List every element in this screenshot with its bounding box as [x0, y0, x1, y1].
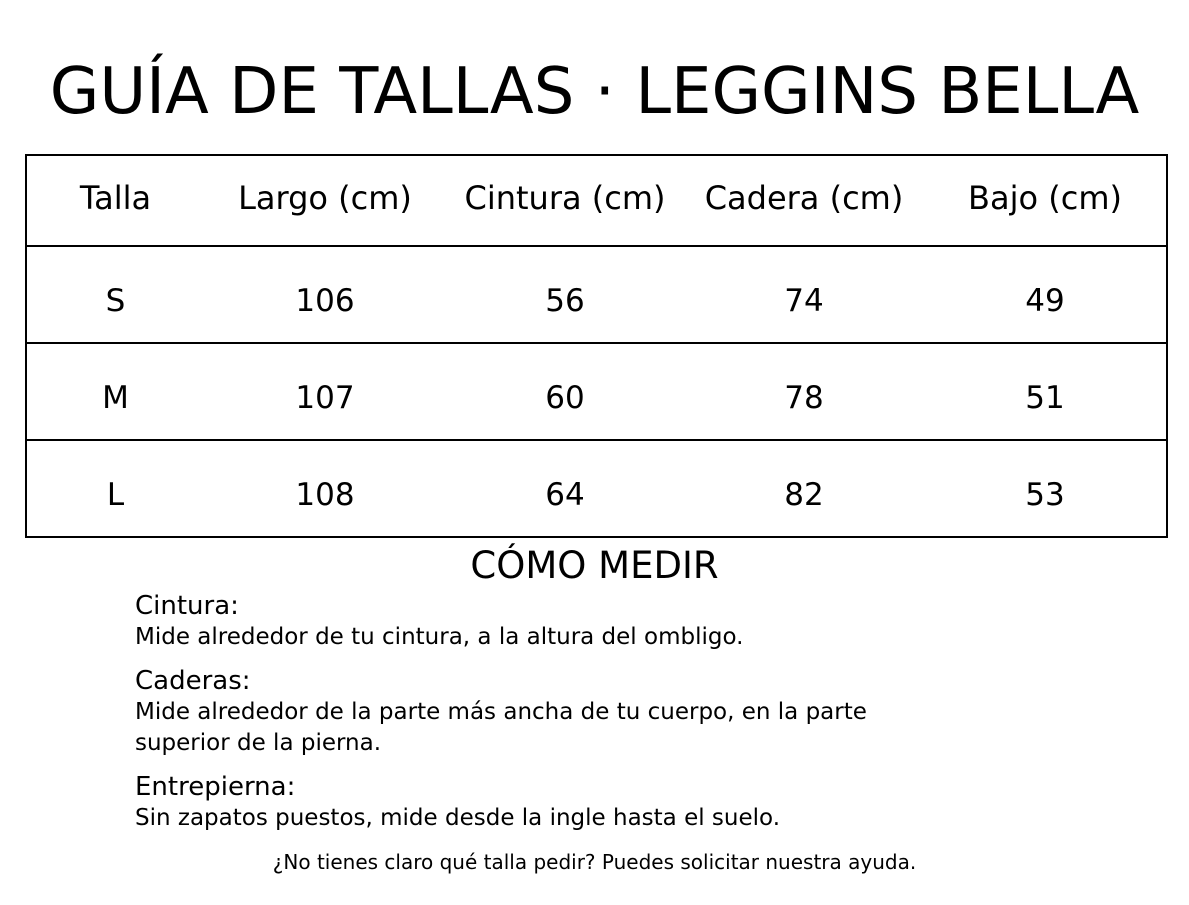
cell-talla: M — [26, 343, 204, 440]
measure-text: Sin zapatos puestos, mide desde la ingle hasta el suelo. — [135, 805, 780, 831]
measure-label: Entrepierna: — [135, 772, 296, 802]
header-largo: Largo (cm) — [204, 155, 446, 246]
cell-cadera: 78 — [684, 343, 924, 440]
measure-text: Mide alrededor de tu cintura, a la altura del ombligo. — [135, 624, 744, 650]
cell-talla: S — [26, 246, 204, 343]
measure-item-entrepierna — [135, 771, 955, 834]
measure-label: Cintura: — [135, 591, 239, 621]
table-row — [26, 343, 1167, 440]
cell-largo: 107 — [204, 343, 446, 440]
how-to-measure-list — [135, 590, 955, 846]
header-cintura: Cintura (cm) — [446, 155, 684, 246]
measure-label: Caderas: — [135, 666, 251, 696]
cell-cadera: 74 — [684, 246, 924, 343]
cell-cintura: 56 — [446, 246, 684, 343]
table-header-row — [26, 155, 1167, 246]
measure-item-cintura — [135, 590, 955, 653]
measure-item-caderas — [135, 665, 955, 759]
cell-largo: 108 — [295, 476, 355, 513]
table-row — [26, 246, 1167, 343]
cell-cintura: 60 — [446, 343, 684, 440]
cell-bajo: 53 — [1025, 476, 1065, 513]
size-table — [25, 154, 1168, 538]
table-row — [26, 440, 1167, 537]
cell-largo: 106 — [204, 246, 446, 343]
cell-talla: L — [106, 476, 125, 513]
cell-cadera: 82 — [784, 476, 824, 513]
header-talla: Talla — [26, 155, 204, 246]
measure-text: Mide alrededor de la parte más ancha de tu cuerpo, en la parte superior de la pierna. — [135, 699, 867, 756]
help-note: ¿No tienes claro qué talla pedir? Puedes solicitar nuestra ayuda. — [272, 850, 917, 874]
cell-bajo: 49 — [924, 246, 1167, 343]
how-to-measure-title: CÓMO MEDIR — [470, 544, 719, 587]
header-cadera: Cadera (cm) — [684, 155, 924, 246]
page-title: GUÍA DE TALLAS · LEGGINS BELLA — [49, 55, 1140, 129]
header-bajo: Bajo (cm) — [924, 155, 1167, 246]
cell-bajo: 51 — [924, 343, 1167, 440]
cell-cintura: 64 — [545, 476, 585, 513]
